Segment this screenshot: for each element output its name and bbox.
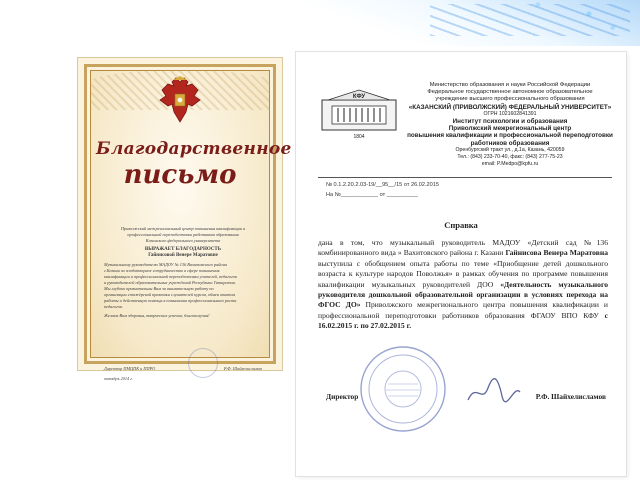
body-text: дана в том, что музыкальный руководитель МАДОУ «Детский сад №136 комбинированного вида » Вахитовского района г. Казани: [318, 238, 608, 258]
document-title: Справка: [444, 220, 478, 230]
header-institute: Институт психологии и образования: [452, 118, 568, 126]
certificate-org-line: Казанского федерального университета: [145, 238, 221, 243]
certificate-body-line: и руководителей образовательных учреждений Республики Татарстан.: [104, 280, 236, 285]
logo-year: 1804: [353, 134, 365, 140]
header-line: Федеральное государственное автономное образовательное: [427, 89, 593, 96]
header-line: ОГРН 1021602841391: [483, 110, 537, 117]
official-stamp-icon: [358, 344, 448, 434]
header-phone: Тел.: (843) 233-70-40, факс: (843) 277-75-23: [457, 154, 563, 161]
certificate-body-line: квалификации и профессиональной переподготовки учителей, педагогов: [104, 274, 237, 279]
certificate-recipient: Гайнисовой Венере Маратовне: [148, 253, 218, 258]
double-headed-eagle-icon: [158, 76, 202, 128]
header-divider: [318, 177, 612, 178]
logo-text: КФУ: [352, 94, 366, 100]
document-body: [318, 238, 608, 332]
certificate-body-line: работы и действенную помощь в повышении профессионального роста: [104, 298, 237, 303]
body-text: Приволжского межрегионального центра повышения квалификации и профессиональной переподготовки работников образования ФГАОУ ВПО КФУ: [318, 300, 608, 320]
document-signature-row: [326, 392, 606, 401]
document-signer-role: Директор: [326, 392, 359, 401]
certificate-title: [96, 138, 292, 208]
certificate-body-line: Мы глубоко признательны Вам за внимательную работу по: [104, 286, 214, 291]
certificate-signature-row: [104, 366, 262, 371]
certificate-org-line: профессиональной переподготовки работников образования: [127, 232, 239, 237]
certificate-body-line: г.Казани за плодотворное сотрудничество в сфере повышения: [104, 268, 220, 273]
certificate-express: ВЫРАЖАЕТ БЛАГОДАРНОСТЬ: [144, 247, 222, 252]
body-name: Гайнисова Венера Маратовна: [505, 248, 609, 258]
body-period: с 16.02.2015 г. по 27.02.2015 г.: [318, 310, 608, 331]
document-signer-name: Р.Ф. Шайхелисламов: [535, 392, 606, 401]
registration-reference: На №____________ от __________: [326, 192, 418, 198]
header-line: Министерство образования и науки Российской Федерации: [429, 82, 591, 88]
certificate-body: [104, 226, 262, 322]
certificate-signer-name: Р.Ф. Шайхелисламов: [223, 366, 262, 371]
gratitude-certificate: [78, 58, 292, 381]
reference-document: [296, 52, 626, 476]
signature-icon: [464, 374, 524, 408]
header-address: Оренбургский тракт ул., д.1а, Казань, 420059: [455, 146, 565, 153]
certificate-title-line1: Благодарственное: [96, 139, 292, 159]
certificate-title-line2: письмо: [123, 160, 237, 190]
decorative-sparkle-band: [300, 0, 640, 46]
certificate-stamp: [188, 348, 218, 378]
kfu-university-logo: [318, 88, 400, 144]
header-center: Приволжский межрегиональный центр: [448, 125, 572, 133]
header-center: работников образования: [470, 139, 550, 147]
body-text: выступила с обобщением опыта работы по теме «Приобщение детей дошкольного возраста к культуре народов Поволжья» в рамках обучения по программе повышения квалификации музыкальных руководителей ДОО: [318, 258, 608, 289]
registration-number: № 0.1.2.20.2.03-19/__95__/15 от 26.02.2015: [326, 182, 439, 188]
header-email: email: P.Medpo@kpfu.ru: [481, 161, 539, 168]
certificate-org-line: Приволжский межрегиональный центр повышения квалификации и: [120, 226, 246, 231]
body-program: «Деятельность музыкального руководителя дошкольной образовательной организации в условиях перехода на ФГОС ДО»: [318, 279, 609, 310]
document-header: [406, 82, 614, 168]
certificate-body-line: педагогов.: [104, 304, 123, 309]
certificate-body-line: организации стажёрской практики слушателей курсов, обмен опытом: [104, 292, 236, 297]
certificate-signer-role: Директор ПМЦПК и ППРО: [104, 366, 156, 371]
header-university: «КАЗАНСКИЙ (ПРИВОЛЖСКИЙ) ФЕДЕРАЛЬНЫЙ УНИВЕРСИТЕТ»: [408, 103, 612, 111]
header-center: повышения квалификации и профессиональной переподготовки: [407, 132, 613, 140]
header-line: учреждение высшего профессионального образования: [435, 96, 585, 103]
certificate-date: октябрь 2014 г.: [104, 376, 133, 381]
certificate-wish: Желаем Вам здоровья, творческих успехов, благополучия!: [104, 313, 210, 318]
certificate-body-line: Музыкальному руководителю МАДОУ № 136 Вахитовского района: [104, 262, 227, 267]
